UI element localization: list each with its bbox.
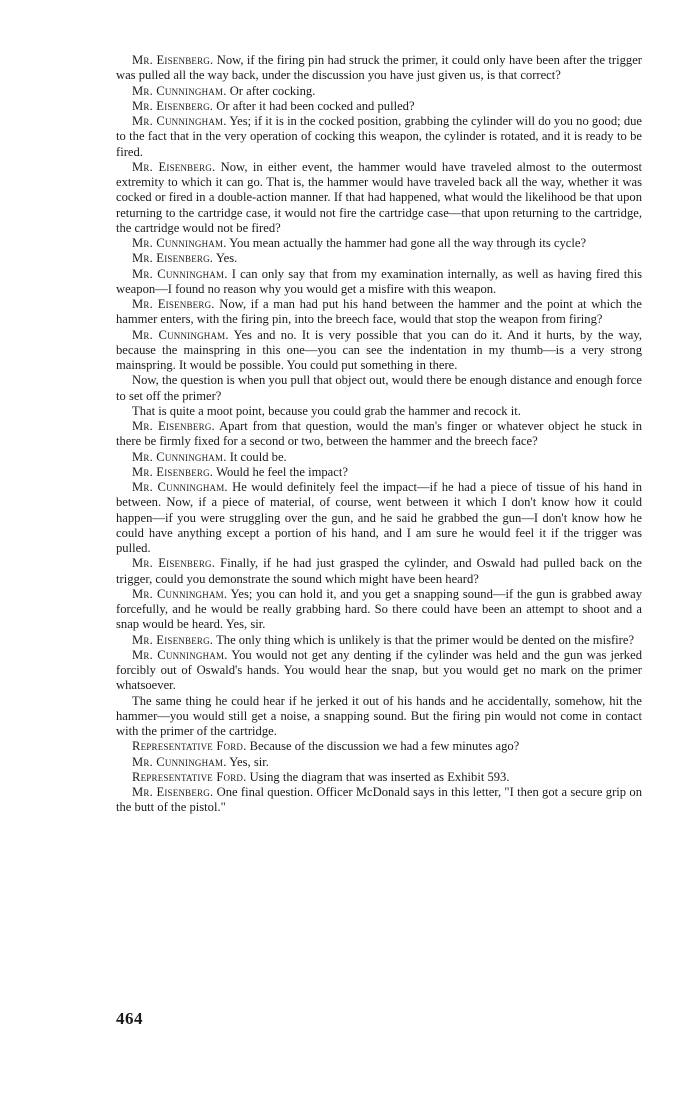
speech-text: He would definitely feel the impact—if he had a piece of tissue of his hand in between. Now, if a piece of material, of course, went between it which I don't know how it could happen—if you were struggling over the gun, and he said he grabbed the gun—I don't know how he could have anything except a portion of his hand, and I am sure he would feel it if the trigger was pulled. (116, 480, 642, 555)
speech-text: Now, in either event, the hammer would have traveled almost to the outermost extremity to which it can go. That is, the hammer would have traveled back all the way, whether it was cocked or fired in a double-action manner. If that had happened, what would the likelihood be that upon returning to the cartridge case, it would not fire the cartridge case—that upon returning to the cartridge, the cartridge would not be fired? (116, 159, 642, 235)
speech-text: That is quite a moot point, because you could grab the hammer and recock it. (132, 403, 521, 418)
paragraph (116, 236, 642, 251)
testimony-text (116, 53, 642, 816)
paragraph (116, 587, 642, 633)
paragraph (116, 404, 642, 419)
paragraph (116, 465, 642, 480)
paragraph (116, 297, 642, 328)
paragraph (116, 53, 642, 84)
speech-text: Finally, if he had just grasped the cylinder, and Oswald had pulled back on the trigger, could you demonstrate the sound which might have been heard? (116, 556, 642, 586)
paragraph (116, 373, 642, 404)
speaker-name: Mr. Cunningham. (132, 114, 227, 128)
paragraph (116, 99, 642, 114)
paragraph (116, 419, 642, 450)
speech-text: Yes. (213, 251, 238, 266)
speaker-name: Mr. Eisenberg. (132, 464, 214, 479)
speech-text: Yes, sir. (226, 754, 269, 769)
speech-text: It could be. (226, 449, 287, 464)
speech-text: Apart from that question, would the man's finger or whatever object he stuck in there be firmly fixed for a second or two, between the hammer and the breech face? (116, 419, 642, 449)
speech-text: Using the diagram that was inserted as Exhibit 593. (246, 769, 510, 784)
speech-text: Yes; if it is in the cocked position, grabbing the cylinder will do you no good; due to the fact that in the very operation of cocking this weapon, the cylinder is rotated, and it is ready to be fired. (116, 114, 643, 159)
speaker-name: Mr. Eisenberg. (132, 53, 214, 67)
speaker-name: Mr. Eisenberg. (132, 419, 215, 433)
paragraph (116, 770, 642, 785)
speaker-name: Mr. Cunningham. (132, 754, 227, 769)
speech-text: You would not get any denting if the cylinder was held and the gun was jerked forcibly out of Oswald's hands. You would hear the snap, but you would get no mark on the primer whatsoever. (116, 647, 642, 693)
speaker-name: Mr. Eisenberg. (132, 632, 214, 647)
speaker-name: Mr. Cunningham. (132, 236, 227, 250)
speech-text: Now, the question is when you pull that object out, would there be enough distance and enough force to set off the primer? (116, 373, 642, 403)
speaker-name: Mr. Eisenberg. (132, 297, 215, 311)
paragraph (116, 251, 642, 266)
speech-text: I can only say that from my examination internally, as well as having fired this weapon—I found no reason why you would get a misfire with this weapon. (116, 266, 643, 296)
paragraph (116, 633, 642, 648)
paragraph (116, 480, 642, 556)
speech-text: Would he feel the impact? (213, 464, 348, 479)
paragraph (116, 755, 642, 770)
speaker-name: Mr. Cunningham. (132, 480, 228, 494)
speaker-name: Mr. Cunningham. (132, 647, 228, 662)
speech-text: Yes; you can hold it, and you get a snapping sound—if the gun is grabbed away forcefully, and he would be really grabbing hard. So there could have been an attempt to shoot and a snap would be heard. Yes, sir. (116, 586, 642, 632)
speaker-name: Mr. Eisenberg. (132, 98, 214, 113)
speech-text: Now, if a man had put his hand between the hammer and the point at which the hammer enters, with the firing pin, into the breech face, would that stop the weapon from firing? (116, 297, 642, 327)
paragraph (116, 160, 642, 236)
paragraph (116, 785, 642, 816)
paragraph (116, 450, 642, 465)
paragraph (116, 328, 642, 374)
speaker-name: Mr. Eisenberg. (132, 251, 214, 266)
speaker-name: Mr. Cunningham. (132, 586, 228, 601)
paragraph (116, 267, 642, 298)
paragraph (116, 694, 642, 740)
speech-text: You mean actually the hammer had gone all the way through its cycle? (226, 236, 587, 250)
speaker-name: Mr. Cunningham. (132, 266, 228, 281)
speaker-name: Representative Ford. (132, 769, 247, 784)
speech-text: Or after it had been cocked and pulled? (213, 98, 415, 113)
paragraph (116, 648, 642, 694)
paragraph (116, 114, 642, 160)
speech-text: Because of the discussion we had a few minutes ago? (246, 739, 520, 754)
paragraph (116, 739, 642, 754)
speech-text: Or after cocking. (226, 83, 316, 98)
speaker-name: Mr. Eisenberg. (132, 556, 216, 571)
speech-text: One final question. Officer McDonald says in this letter, "I then got a secure grip on the butt of the pistol." (116, 785, 642, 815)
paragraph (116, 84, 642, 99)
speaker-name: Mr. Eisenberg. (132, 785, 214, 799)
speech-text: The same thing he could hear if he jerked it out of his hands and he accidentally, somehow, hit the hammer—you would still get a noise, a snapping sound. But the firing pin would not come in contact with the primer of the cartridge. (116, 693, 642, 738)
speech-text: Now, if the firing pin had struck the primer, it could only have been after the trigger was pulled all the way back, under the discussion you have just given us, is that correct? (116, 53, 642, 83)
speaker-name: Mr. Cunningham. (132, 83, 227, 98)
speaker-name: Mr. Cunningham. (132, 449, 227, 464)
speech-text: Yes and no. It is very possible that you can do it. And it hurts, by the way, because the mainspring in this one—you can see the indentation in my thumb—is a very strong mainspring. It would be possible. You could put something in there. (116, 327, 642, 372)
speaker-name: Representative Ford. (132, 739, 247, 754)
speaker-name: Mr. Cunningham. (132, 327, 229, 342)
speech-text: The only thing which is unlikely is that the primer would be dented on the misfire? (213, 632, 635, 647)
speaker-name: Mr. Eisenberg. (132, 159, 216, 174)
page-number: 464 (116, 1009, 143, 1028)
paragraph (116, 556, 642, 587)
